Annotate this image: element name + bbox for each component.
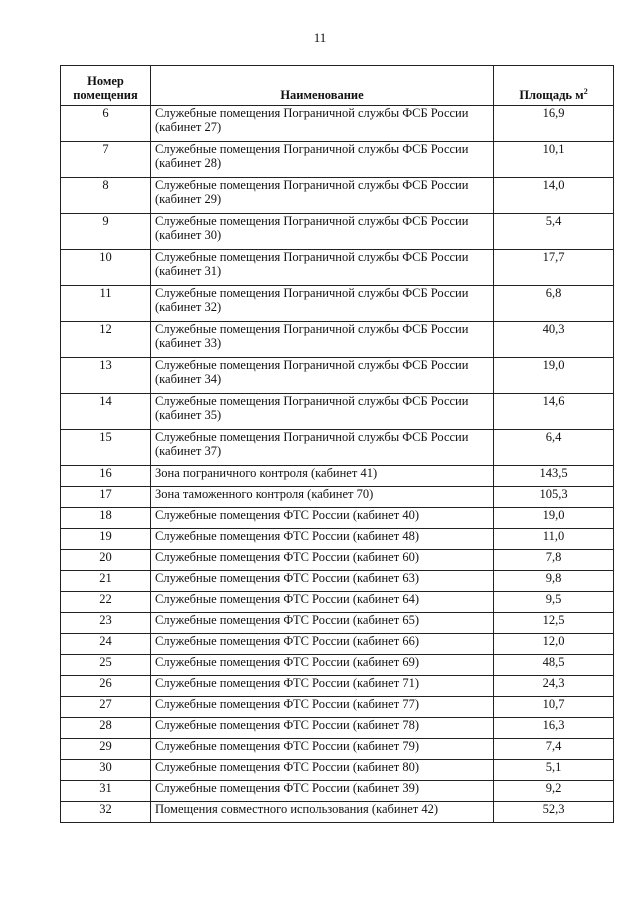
room-name-cell: Служебные помещения Пограничной службы ФСБ России (кабинет 27) [151, 106, 494, 142]
room-name-cell: Служебные помещения ФТС России (кабинет 39) [151, 781, 494, 802]
room-number-cell: 25 [61, 655, 151, 676]
room-area-cell: 9,5 [494, 592, 614, 613]
room-area-cell: 19,0 [494, 508, 614, 529]
table-row [61, 430, 614, 466]
header-area-sup: 2 [583, 86, 588, 96]
table-row [61, 676, 614, 697]
room-name-cell: Служебные помещения Пограничной службы ФСБ России (кабинет 29) [151, 178, 494, 214]
table-row [61, 571, 614, 592]
table-row [61, 655, 614, 676]
room-area-cell: 5,1 [494, 760, 614, 781]
room-area-cell: 143,5 [494, 466, 614, 487]
room-area-cell: 24,3 [494, 676, 614, 697]
room-area-cell: 105,3 [494, 487, 614, 508]
room-number-cell: 15 [61, 430, 151, 466]
room-number-cell: 18 [61, 508, 151, 529]
table-row [61, 106, 614, 142]
room-number-cell: 8 [61, 178, 151, 214]
page-number: 11 [313, 30, 327, 45]
room-name-cell: Служебные помещения ФТС России (кабинет 80) [151, 760, 494, 781]
table-row [61, 550, 614, 571]
room-name-cell: Помещения совместного использования (кабинет 42) [151, 802, 494, 823]
room-area-cell: 11,0 [494, 529, 614, 550]
rooms-table [60, 65, 614, 823]
room-name-cell: Служебные помещения ФТС России (кабинет 64) [151, 592, 494, 613]
room-name-cell: Служебные помещения Пограничной службы ФСБ России (кабинет 37) [151, 430, 494, 466]
table-row [61, 358, 614, 394]
room-area-cell: 17,7 [494, 250, 614, 286]
room-area-cell: 14,0 [494, 178, 614, 214]
room-area-cell: 40,3 [494, 322, 614, 358]
room-name-cell: Служебные помещения ФТС России (кабинет 60) [151, 550, 494, 571]
room-name-cell: Служебные помещения ФТС России (кабинет 63) [151, 571, 494, 592]
room-area-cell: 12,0 [494, 634, 614, 655]
room-area-cell: 16,3 [494, 718, 614, 739]
room-area-cell: 9,8 [494, 571, 614, 592]
room-name-cell: Служебные помещения ФТС России (кабинет 78) [151, 718, 494, 739]
table-row [61, 487, 614, 508]
room-number-cell: 31 [61, 781, 151, 802]
room-number-cell: 24 [61, 634, 151, 655]
room-number-cell: 10 [61, 250, 151, 286]
header-room-number-line2: помещения [73, 88, 138, 102]
room-number-cell: 20 [61, 550, 151, 571]
room-number-cell: 30 [61, 760, 151, 781]
table-row [61, 286, 614, 322]
table-row [61, 634, 614, 655]
table-row [61, 613, 614, 634]
room-area-cell: 48,5 [494, 655, 614, 676]
room-number-cell: 29 [61, 739, 151, 760]
table-row [61, 142, 614, 178]
room-number-cell: 26 [61, 676, 151, 697]
room-number-cell: 32 [61, 802, 151, 823]
room-number-cell: 14 [61, 394, 151, 430]
table-row [61, 781, 614, 802]
room-name-cell: Служебные помещения ФТС России (кабинет 77) [151, 697, 494, 718]
header-room-number [61, 66, 151, 106]
room-number-cell: 27 [61, 697, 151, 718]
room-number-cell: 23 [61, 613, 151, 634]
table-row [61, 718, 614, 739]
room-name-cell: Служебные помещения ФТС России (кабинет 79) [151, 739, 494, 760]
room-number-cell: 16 [61, 466, 151, 487]
table-row [61, 322, 614, 358]
table-row [61, 214, 614, 250]
room-number-cell: 19 [61, 529, 151, 550]
table-row [61, 250, 614, 286]
table-row [61, 802, 614, 823]
room-number-cell: 21 [61, 571, 151, 592]
table-row [61, 760, 614, 781]
room-name-cell: Служебные помещения Пограничной службы ФСБ России (кабинет 31) [151, 250, 494, 286]
table-row [61, 178, 614, 214]
header-room-number-line1: Номер [87, 74, 124, 88]
room-number-cell: 11 [61, 286, 151, 322]
table-row [61, 697, 614, 718]
room-area-cell: 9,2 [494, 781, 614, 802]
room-name-cell: Служебные помещения ФТС России (кабинет 69) [151, 655, 494, 676]
table-row [61, 739, 614, 760]
table-body [61, 106, 614, 823]
room-number-cell: 17 [61, 487, 151, 508]
table-row [61, 394, 614, 430]
room-area-cell: 10,7 [494, 697, 614, 718]
room-area-cell: 5,4 [494, 214, 614, 250]
table-row [61, 592, 614, 613]
room-number-cell: 22 [61, 592, 151, 613]
room-name-cell: Служебные помещения ФТС России (кабинет 48) [151, 529, 494, 550]
table-row [61, 529, 614, 550]
room-area-cell: 6,4 [494, 430, 614, 466]
table-row [61, 466, 614, 487]
room-number-cell: 13 [61, 358, 151, 394]
room-area-cell: 6,8 [494, 286, 614, 322]
room-name-cell: Служебные помещения Пограничной службы ФСБ России (кабинет 30) [151, 214, 494, 250]
room-area-cell: 19,0 [494, 358, 614, 394]
room-area-cell: 7,8 [494, 550, 614, 571]
header-name: Наименование [151, 66, 494, 106]
room-name-cell: Служебные помещения ФТС России (кабинет 71) [151, 676, 494, 697]
room-number-cell: 7 [61, 142, 151, 178]
header-area [494, 66, 614, 106]
room-area-cell: 52,3 [494, 802, 614, 823]
header-area-label: Площадь м [519, 88, 584, 102]
room-area-cell: 14,6 [494, 394, 614, 430]
room-name-cell: Зона таможенного контроля (кабинет 70) [151, 487, 494, 508]
room-name-cell: Зона пограничного контроля (кабинет 41) [151, 466, 494, 487]
room-name-cell: Служебные помещения ФТС России (кабинет 40) [151, 508, 494, 529]
room-area-cell: 12,5 [494, 613, 614, 634]
room-name-cell: Служебные помещения Пограничной службы ФСБ России (кабинет 35) [151, 394, 494, 430]
room-name-cell: Служебные помещения Пограничной службы ФСБ России (кабинет 33) [151, 322, 494, 358]
room-name-cell: Служебные помещения Пограничной службы ФСБ России (кабинет 32) [151, 286, 494, 322]
room-area-cell: 7,4 [494, 739, 614, 760]
room-number-cell: 28 [61, 718, 151, 739]
room-number-cell: 6 [61, 106, 151, 142]
room-name-cell: Служебные помещения ФТС России (кабинет 66) [151, 634, 494, 655]
room-area-cell: 10,1 [494, 142, 614, 178]
room-number-cell: 9 [61, 214, 151, 250]
table-header-row [61, 66, 614, 106]
room-name-cell: Служебные помещения ФТС России (кабинет 65) [151, 613, 494, 634]
room-name-cell: Служебные помещения Пограничной службы ФСБ России (кабинет 34) [151, 358, 494, 394]
room-area-cell: 16,9 [494, 106, 614, 142]
room-number-cell: 12 [61, 322, 151, 358]
room-name-cell: Служебные помещения Пограничной службы ФСБ России (кабинет 28) [151, 142, 494, 178]
table-row [61, 508, 614, 529]
